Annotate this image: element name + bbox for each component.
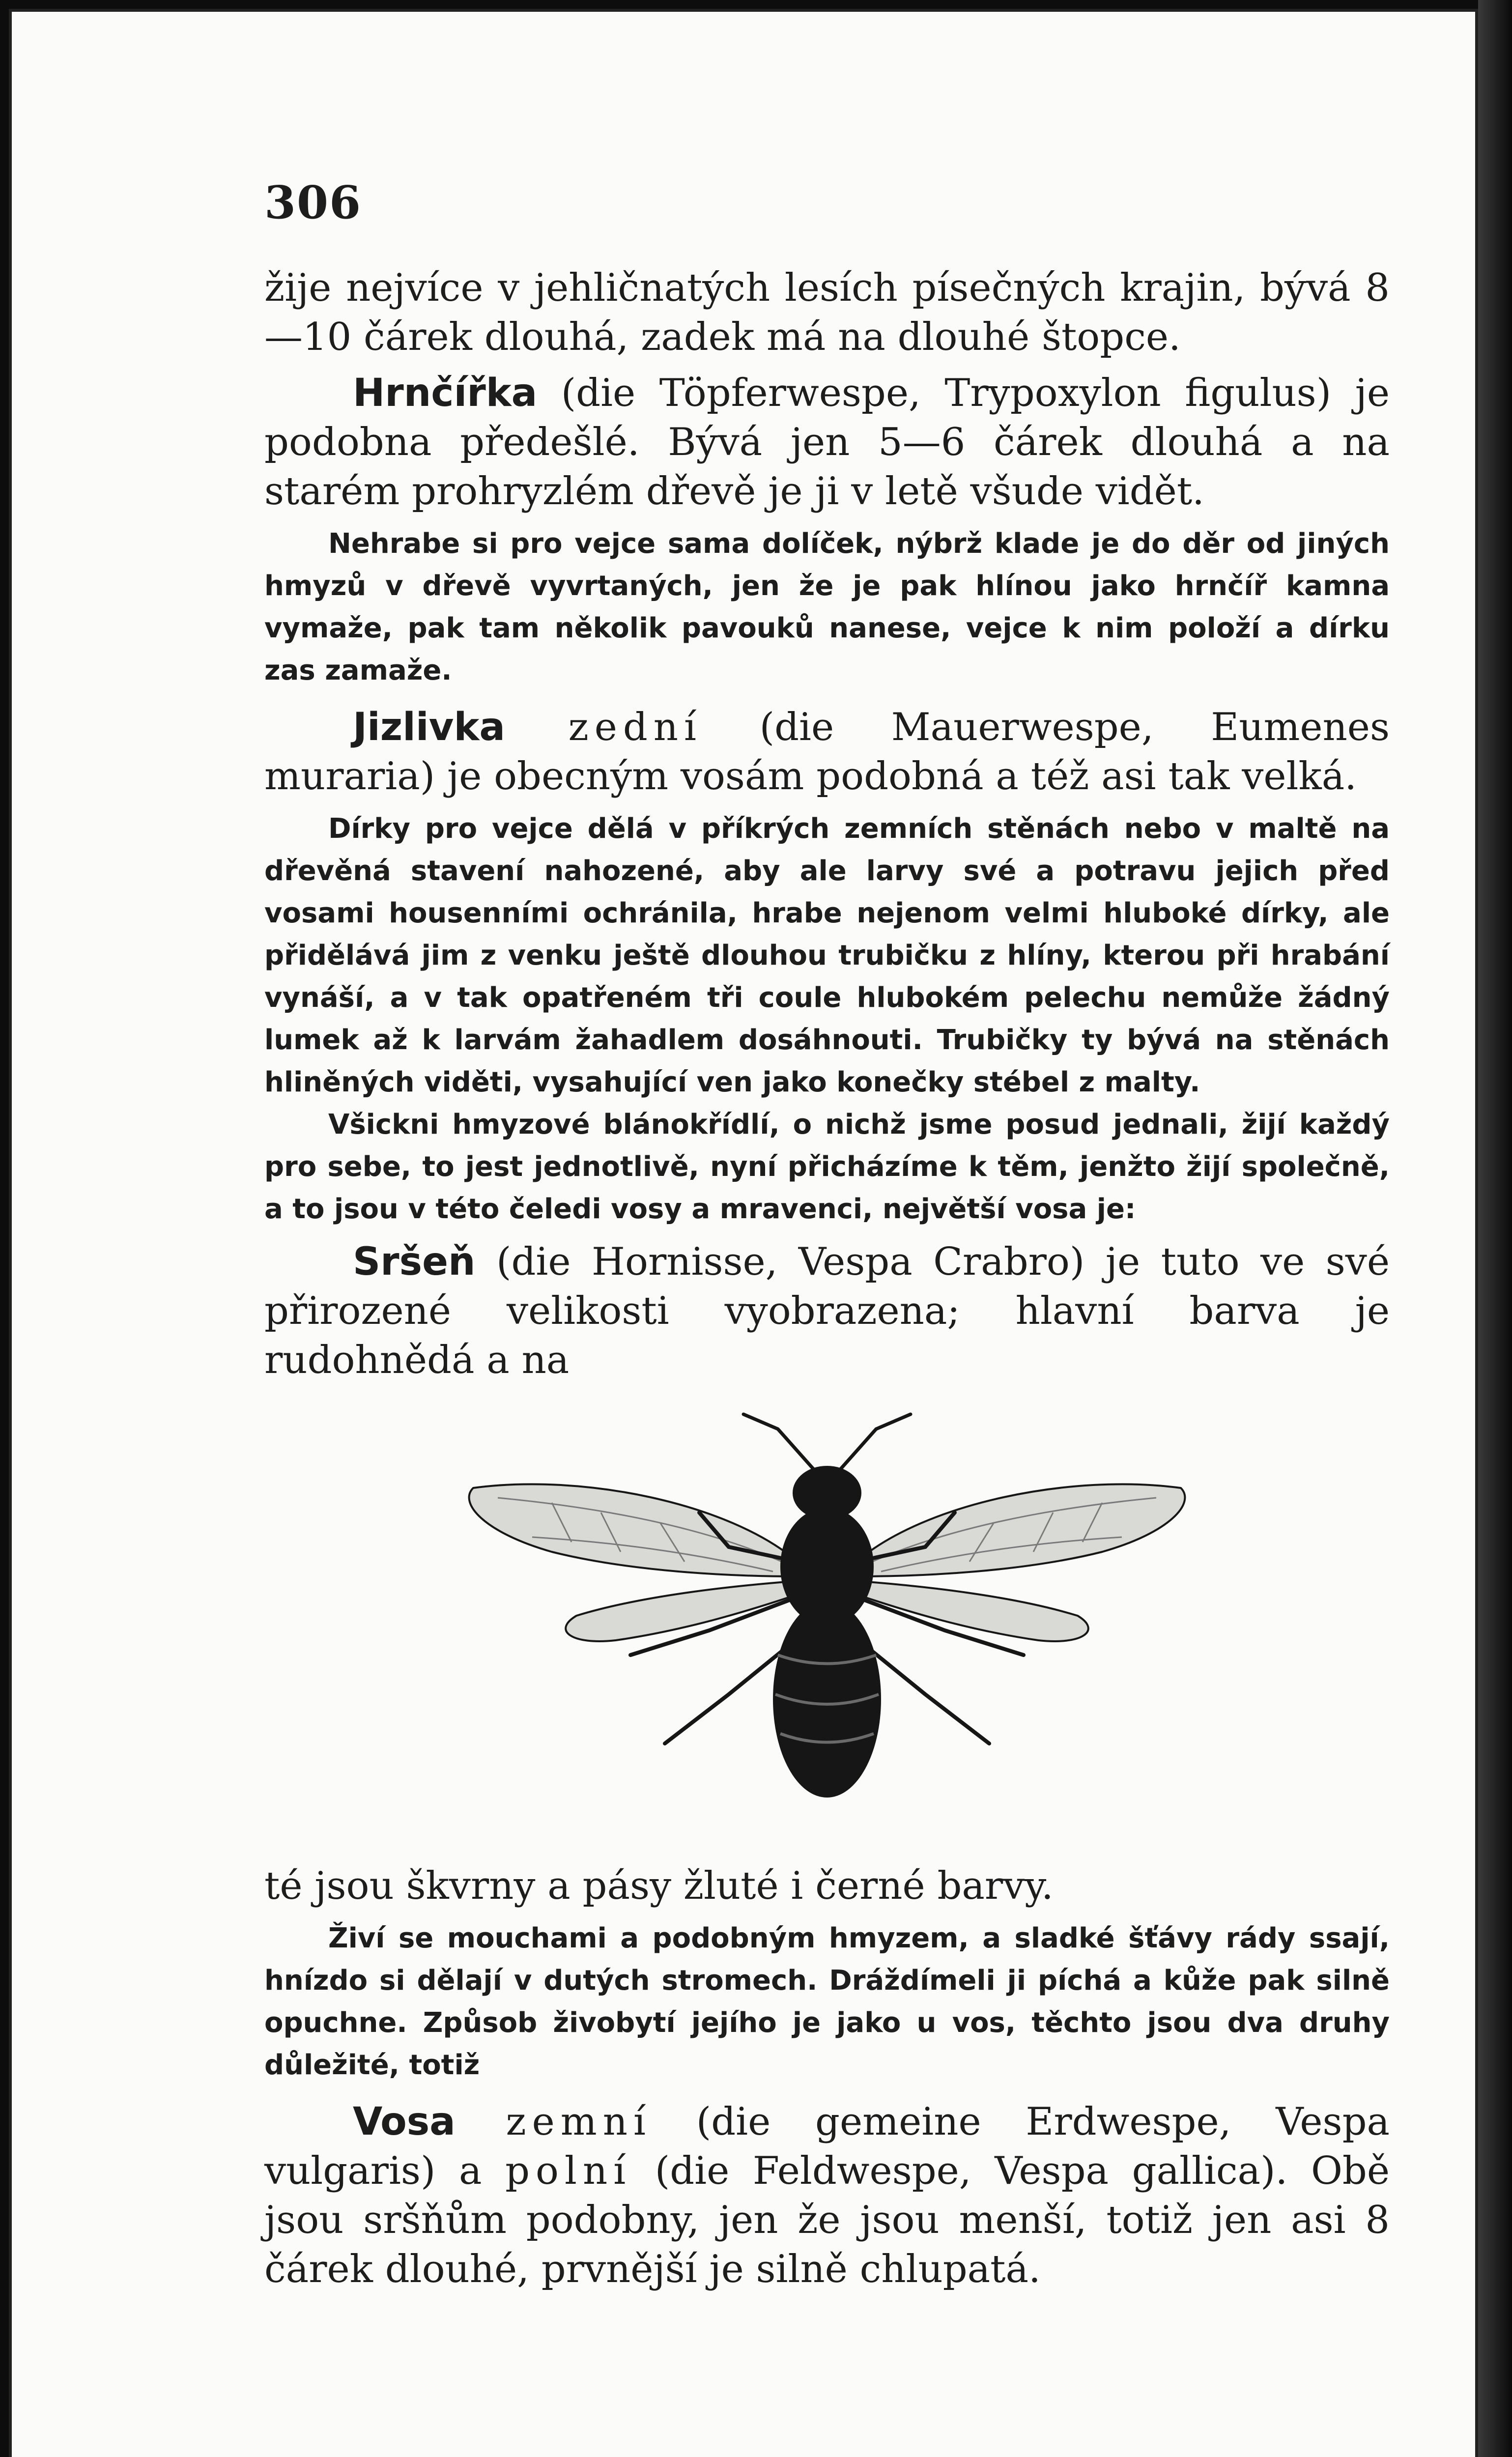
- paragraph-4-text: (die Mauerwespe, Eumenes muraria) je obecným vosám podobná a též asi tak velká.: [264, 705, 1390, 799]
- scan-edge-shadow: [1478, 0, 1512, 2457]
- paragraph-3-note: Nehrabe si pro vejce sama dolíček, nýbrž klade je do děr od jiných hmyzů v dřevě vyvrtaných, jen že je pak hlínou jako hrnčíř kamna vymaže, pak tam několik pavouků nanese, vejce k nim položí a dírku zas zamaže.: [264, 528, 1390, 686]
- term-zemni: zemní: [455, 2100, 652, 2144]
- paragraph-10-text-1: (die gemeine Erdwespe, Vespa vulgaris) a: [264, 2100, 1390, 2193]
- paragraph-1: žije nejvíce v jehličnatých lesích písečných krajin, bývá 8—10 čárek dlouhá, zadek má na dlouhé štopce.: [264, 266, 1390, 359]
- right-forewing: [856, 1484, 1185, 1576]
- hornet-antennae: [743, 1414, 911, 1473]
- paragraph-2: [264, 369, 1390, 516]
- paragraph-4: [264, 703, 1390, 801]
- book-page: [9, 9, 1478, 2457]
- paragraph-9-note: Živí se mouchami a podobným hmyzem, a sladké šťávy rády ssají, hnízdo si dělají v dutých stromech. Dráždímeli ji píchá a kůže pak silně opuchne. Způsob živobytí jejího je jako u vos, těchto jsou dva druhy důležité, totiž: [264, 1922, 1390, 2081]
- term-hrncirka: Hrnčířka: [353, 371, 538, 415]
- page-number: 306: [264, 176, 362, 229]
- paragraph-6-note: Všickni hmyzové blánokřídlí, o nichž jsme posud jednali, žijí každý pro sebe, to jest jednotlivě, nyní přicházíme k těm, jenžto žijí společně, a to jsou v této čeledi vosy a mravenci, největší vosa je:: [264, 1109, 1390, 1225]
- term-polni: polní: [505, 2149, 632, 2193]
- page-content: [264, 176, 1390, 2294]
- paragraph-8: té jsou škvrny a pásy žluté i černé barvy.: [264, 1864, 1054, 1908]
- term-srsen: Sršeň: [353, 1240, 476, 1284]
- paragraph-10: [264, 2097, 1390, 2294]
- left-forewing: [469, 1484, 798, 1576]
- paragraph-10-text-2: (die Feldwespe, Vespa gallica). Obě jsou sršňům podobny, jen že jsou menší, totiž jen asi 8 čárek dlouhé, prvnější je silně chlupatá.: [264, 2149, 1390, 2291]
- term-jizlivka: Jizlivka: [353, 705, 505, 749]
- paragraph-7: [264, 1237, 1390, 1385]
- hornet-body: [773, 1466, 881, 1798]
- paragraph-2-text: (die Töpferwespe, Trypoxylon figulus) je podobna předešlé. Bývá jen 5—6 čárek dlouhá a na starém prohryzlém dřevě je ji v letě všude vidět.: [264, 371, 1390, 514]
- term-zedni: zední: [505, 705, 702, 749]
- paragraph-5-note: Dírky pro vejce dělá v příkrých zemních stěnách nebo v maltě na dřevěná stavení nahozené, aby ale larvy své a potravu jejich před vosami housenními ochránila, hrabe nejenom velmi hluboké dírky, ale přidělává jim z venku ještě dlouhou trubičku z hlíny, kterou při hrabání vynáší, a v tak opatřeném tři coule hlubokém pelechu nemůže žádný lumek až k larvám žahadlem dosáhnouti. Trubičky ty bývá na stěnách hliněných viděti, vysahující ven jako konečky stébel z malty.: [264, 813, 1390, 1098]
- term-vosa: Vosa: [353, 2100, 456, 2144]
- paragraph-7-text: (die Hornisse, Vespa Crabro) je tuto ve své přirozené velikosti vyobrazena; hlavní barva je rudohnědá a na: [264, 1240, 1390, 1382]
- hornet-illustration: [454, 1400, 1200, 1842]
